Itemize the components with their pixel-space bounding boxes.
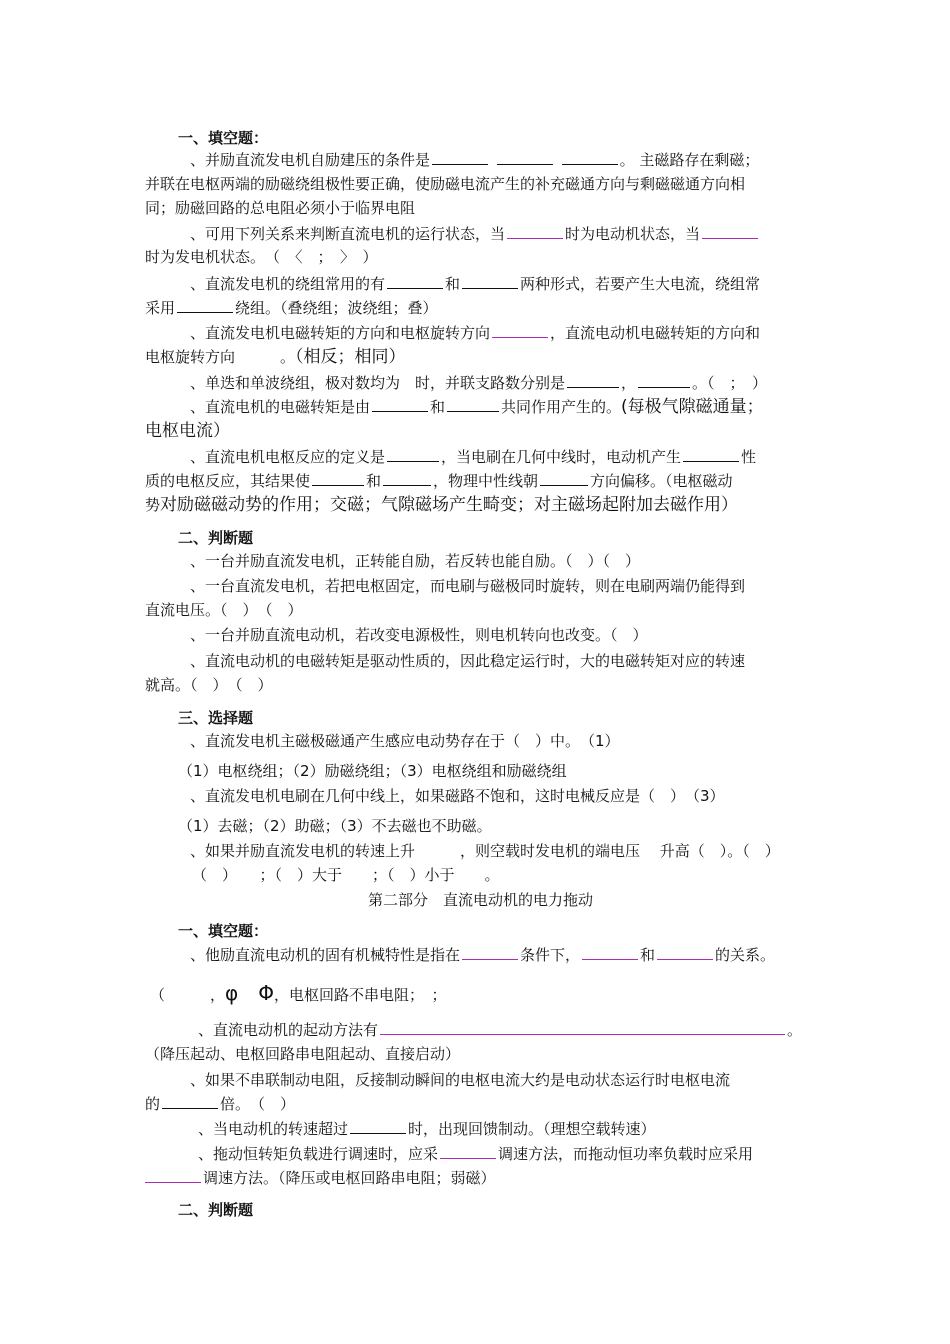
question-text: 和 — [640, 946, 656, 964]
question-part2-fill-2 — [198, 1020, 802, 1040]
heading-text: 三、选择题 — [178, 709, 254, 727]
question-fill-4 — [190, 323, 760, 343]
question-text: 和 — [445, 275, 461, 293]
answer-blank[interactable] — [540, 471, 588, 486]
question-text: 调速方法。（降压或电枢回路串电阻；弱磁） — [203, 1169, 496, 1187]
answer-blank[interactable] — [638, 373, 690, 388]
choice-options — [192, 865, 500, 885]
question-text: 时为发电机状态。 （ 〈 ； 〉 ） — [145, 248, 378, 266]
question-text: 时，出现回馈制动。（理想空载转速） — [408, 1120, 656, 1138]
question-line — [145, 1168, 496, 1188]
answer-text: 对励磁磁动势的作用；交磁；气隙磁场产生畸变；对主磁场起附加去磁作用） — [160, 495, 739, 515]
answer-blank[interactable] — [387, 274, 443, 289]
question-text: 、一台并励直流电动机，若改变电源极性，则电机转向也改变。（ ） — [190, 626, 648, 644]
question-text: 、拖动恒转矩负载进行调速时，应采 — [198, 1145, 439, 1163]
question-line — [145, 600, 303, 620]
question-judge-3 — [190, 625, 648, 645]
answer-blank[interactable] — [387, 447, 439, 462]
answer-blank[interactable] — [492, 323, 548, 338]
section-heading-judge-2 — [178, 1200, 253, 1220]
answer-line — [145, 174, 745, 194]
answer-blank[interactable] — [162, 1094, 218, 1109]
section-heading-fill — [178, 128, 268, 148]
answer-text: （ ， — [150, 986, 226, 1004]
question-text: 、直流电机电枢反应的定义是 — [190, 448, 386, 466]
question-line — [145, 471, 733, 491]
section-heading-choice — [178, 708, 253, 728]
answer-blank[interactable] — [683, 447, 739, 462]
heading-text: 一、填空题： — [178, 922, 269, 940]
answer-blank[interactable] — [657, 945, 713, 960]
part-title — [368, 890, 593, 910]
question-text: 倍。 （ ） — [220, 1095, 296, 1113]
question-text: 时为电动机状态，当 — [565, 225, 701, 243]
choice-options — [178, 816, 492, 836]
question-text: ，物理中性线朝 — [433, 472, 539, 490]
answer-text: 并联在电枢两端的励磁绕组极性要正确，使励磁电流产生的补充磁通方向与剩磁磁通方向相 — [145, 175, 746, 193]
question-text: 、并励直流发电机自励建压的条件是 — [190, 151, 431, 169]
question-line — [145, 347, 406, 367]
question-part2-fill-3 — [190, 1070, 730, 1090]
question-text: 的 — [145, 1095, 161, 1113]
answer-blank[interactable] — [582, 945, 638, 960]
answer-text: (每极气隙磁通量； — [621, 397, 764, 417]
question-text: 共同作用产生的。 — [501, 398, 622, 416]
answer-text: ，电枢回路不串电阻； ； — [273, 986, 447, 1004]
answer-text: 电枢电流） — [145, 421, 230, 441]
question-text: 、一台并励直流发电机，正转能自励，若反转也能自励。（ ）（ ） — [190, 552, 641, 570]
question-text: 和 — [430, 398, 446, 416]
question-text: 调速方法，而拖动恒功率负载时应采用 — [498, 1145, 754, 1163]
question-text: 。 — [787, 1021, 803, 1039]
answer-text: （相反；相同） — [295, 347, 406, 367]
question-text: 。 主磁路存在剩磁； — [619, 151, 760, 169]
question-text: 、直流电动机的起动方法有 — [198, 1021, 379, 1039]
heading-text: 二、判断题 — [178, 1201, 254, 1219]
question-part2-fill-5 — [198, 1144, 753, 1164]
question-text: 两种形式，若要产生大电流，绕组常 — [520, 275, 761, 293]
question-text: 、直流电动机的电磁转矩是驱动性质的，因此稳定运行时，大的电磁转矩对应的转速 — [190, 652, 746, 670]
question-text: 、如果不串联制动电阻，反接制动瞬间的电枢电流大约是电动状态运行时电枢电流 — [190, 1071, 731, 1089]
heading-text: 二、判断题 — [178, 529, 254, 547]
answer-blank[interactable] — [462, 274, 518, 289]
options-text: （ ） ；（ ）大于 ；（ ）小于 。 — [192, 866, 500, 884]
section-heading-judge — [178, 528, 253, 548]
question-text: 条件下， — [520, 946, 581, 964]
question-text: 就高。（ ） （ ） — [145, 676, 273, 694]
section-heading-fill-2 — [178, 921, 268, 941]
answer-blank[interactable] — [350, 1119, 406, 1134]
question-judge-1 — [190, 551, 640, 571]
answer-blank[interactable] — [372, 397, 428, 412]
answer-text: （降压起动、电枢回路串电阻起动、直接启动） — [145, 1045, 461, 1063]
question-text: 质的电枢反应，其结果使 — [145, 472, 311, 490]
answer-blank[interactable] — [380, 1020, 785, 1035]
question-choice-1 — [190, 731, 620, 751]
question-part2-fill-1 — [190, 945, 775, 965]
question-text: ， — [621, 374, 637, 392]
answer-blank[interactable] — [567, 373, 619, 388]
question-text: 、直流发电机电刷在几何中线上，如果磁路不饱和，这时电械反应是（ ） （3） — [190, 787, 725, 805]
answer-blank[interactable] — [440, 1144, 496, 1159]
question-text: ，当电刷在几何中线时，电动机产生 — [441, 448, 682, 466]
question-text: 电枢旋转方向 。 — [145, 348, 296, 366]
answer-blank[interactable] — [507, 224, 563, 239]
answer-blank[interactable] — [177, 298, 233, 313]
question-text: 、直流发电机电磁转矩的方向和电枢旋转方向 — [190, 324, 491, 342]
question-text: 绕组。（叠绕组；波绕组；叠） — [235, 299, 438, 317]
question-text: 采用 — [145, 299, 176, 317]
answer-blank[interactable] — [432, 150, 488, 165]
question-choice-2 — [190, 786, 725, 806]
answer-blank[interactable] — [562, 150, 618, 165]
answer-blank[interactable] — [312, 471, 364, 486]
choice-options — [178, 761, 567, 781]
options-text: （1）电枢绕组；（2）励磁绕组；（3）电枢绕组和励磁绕组 — [178, 762, 567, 780]
question-text: 。（ ； ） — [692, 374, 768, 392]
question-text: 、他励直流电动机的固有机械特性是指在 — [190, 946, 461, 964]
question-text: 、直流发电机的绕组常用的有 — [190, 275, 386, 293]
answer-blank[interactable] — [145, 1168, 201, 1183]
part-title-text: 第二部分 直流电动机的电力拖动 — [368, 891, 594, 909]
question-text: 、一台直流发电机，若把电枢固定，而电刷与磁极同时旋转，则在电刷两端仍能得到 — [190, 577, 746, 595]
heading-text: 一、填空题： — [178, 129, 269, 147]
question-choice-3 — [190, 841, 780, 861]
answer-line — [145, 198, 415, 218]
question-text: 、单迭和单波绕组，极对数均为 时，并联支路数分别是 — [190, 374, 566, 392]
question-line — [145, 298, 438, 318]
question-text: 、直流发电机主磁极磁通产生感应电动势存在于（ ）中。 （1） — [190, 732, 620, 750]
question-fill-6 — [190, 397, 764, 417]
question-text: 和 — [366, 472, 382, 490]
question-line — [145, 247, 378, 267]
question-judge-2 — [190, 576, 745, 596]
question-text: 直流电压。（ ） （ ） — [145, 601, 303, 619]
answer-line — [145, 495, 738, 515]
question-fill-5 — [190, 373, 767, 393]
question-text: ，直流电动机电磁转矩的方向和 — [550, 324, 761, 342]
question-text: 方向偏移。（电枢磁动 — [590, 472, 733, 490]
question-part2-fill-4 — [198, 1119, 656, 1139]
answer-blank[interactable] — [383, 471, 431, 486]
question-text: 、可用下列关系来判断直流电机的运行状态，当 — [190, 225, 506, 243]
question-line — [145, 1094, 295, 1114]
answer-symbols: φ Φ — [225, 981, 274, 1005]
answer-blank[interactable] — [447, 397, 499, 412]
answer-line — [145, 1044, 460, 1064]
question-judge-4 — [190, 651, 745, 671]
answer-blank[interactable] — [702, 224, 758, 239]
question-fill-1 — [190, 150, 759, 170]
question-text: 、如果并励直流发电机的转速上升 ，则空载时发电机的端电压 升高（ ）。（ ） — [190, 842, 780, 860]
answer-text: 同；励磁回路的总电阻必须小于临界电阻 — [145, 199, 416, 217]
answer-line — [150, 983, 446, 1005]
options-text: （1）去磁；（2）助磁；（3）不去磁也不助磁。 — [178, 817, 492, 835]
question-text: 性 — [741, 448, 757, 466]
answer-text: 势 — [145, 496, 161, 514]
question-text: 的关系。 — [715, 946, 776, 964]
answer-blank[interactable] — [462, 945, 518, 960]
question-text: 、直流电机的电磁转矩是由 — [190, 398, 371, 416]
question-fill-2 — [190, 224, 760, 244]
answer-line — [145, 421, 230, 441]
answer-blank[interactable] — [497, 150, 553, 165]
question-text: 、当电动机的转速超过 — [198, 1120, 349, 1138]
question-fill-3 — [190, 274, 760, 294]
question-fill-7 — [190, 447, 756, 467]
question-line — [145, 675, 273, 695]
